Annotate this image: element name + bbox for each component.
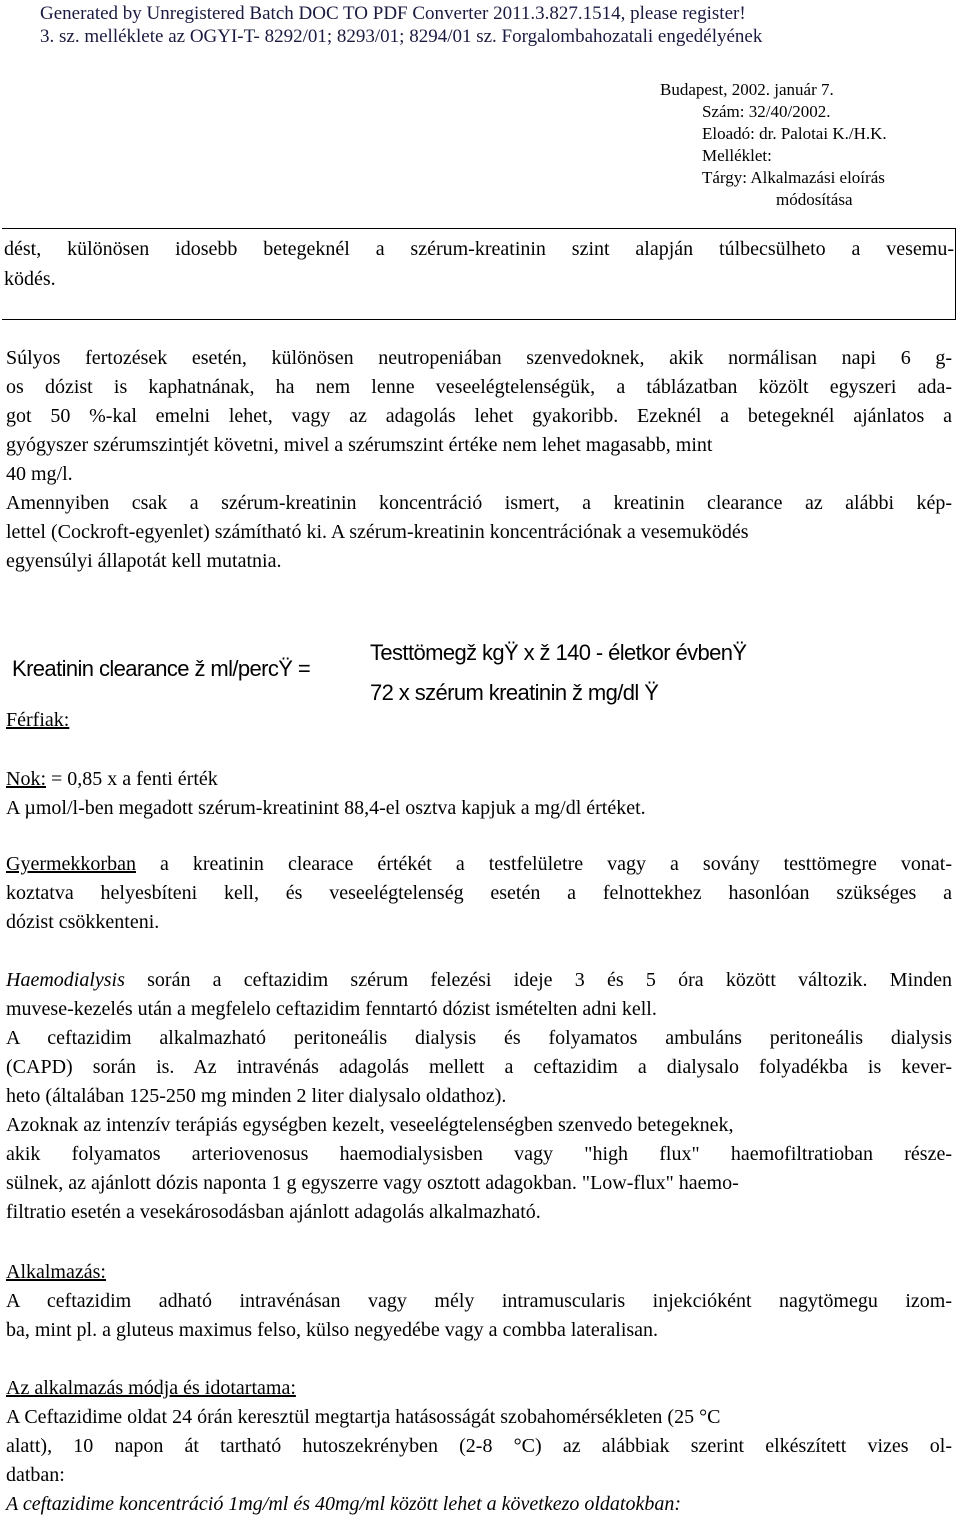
dialysis-paragraph: Haemodialysis során a ceftazidim szérum felezési ideje 3 és 5 óra között változik. Minden muvese-kezelés után a megfelelo ceftazidim fenntartó dózist ismételten adni kell. A ceftazidim alkalmazható peritoneális dialysis és folyamatos ambuláns peritoneális dialysis (CAPD) során is. Az intravénás adagolás mellett a ceftazidim a dialysalo folyadékba is kever- heto (általában 125-250 mg minden 2 liter dialysalo oldathoz). Azoknak az intenzív terápiás egységben kezelt, veseelégtelenségben szenvedo betegeknek, akik folyamatos arteriovenosus haemodialysisben vagy "high flux" haemofiltratioban része- sülnek, az ajánlott dózis naponta 1 g egyszerre vagy osztott adagokban. "Low-flux" haemo- filtratio esetén a vesekárosodásban ajánlott adagolás alkalmazható. bbox=[6, 969, 952, 1223]
children-paragraph: Gyermekkorban a kreatinin clearace értékét a testfelületre vagy a sovány testtömegre vonat- koztatva helyesbíteni kell, és veseelégtelenség esetén a felnottekhez hasonlóan szükséges a dózist csökkenteni. bbox=[6, 853, 952, 933]
administration-section: Alkalmazás: A ceftazidim adható intravénásan vagy mély intramuscularis injekcióként nagytömegu izom- ba, mint pl. a gluteus maximus felso, külso negyedébe vagy a combba lateralisan. bbox=[6, 1261, 952, 1341]
place-date: Budapest, 2002. január 7. bbox=[660, 80, 834, 99]
subject-line-2: módosítása bbox=[776, 190, 853, 209]
excerpt-line-2: ködés. bbox=[4, 268, 56, 290]
administration-heading: Alkalmazás: bbox=[6, 1261, 106, 1283]
formula-left-side: Kreatinin clearance ž ml/percŸ = bbox=[12, 656, 311, 681]
children-label: Gyermekkorban bbox=[6, 853, 136, 875]
method-heading: Az alkalmazás módja és idotartama: bbox=[6, 1377, 296, 1399]
excerpt-line-1: dést, különösen idosebb betegeknél a szérum-kreatinin szint alapján túlbecsülheto a vesemu- bbox=[4, 238, 954, 260]
officer: Eloadó: dr. Palotai K./H.K. bbox=[702, 124, 887, 143]
concentration-note: A ceftazidime koncentráció 1mg/ml és 40mg/ml között lehet a következo oldatokban: bbox=[6, 1493, 682, 1515]
document-reference: 3. sz. melléklete az OGYI-T- 8292/01; 8293/01; 8294/01 sz. Forgalombahozatali engedélyének bbox=[40, 26, 763, 47]
conversion-note: A µmol/l-ben megadott szérum-kreatinint 88,4-el osztva kapjuk a mg/dl értéket. bbox=[6, 797, 646, 819]
attachment-label: Melléklet: bbox=[702, 146, 772, 165]
formula-numerator: Testtömegž kgŸ x ž 140 - életkor évbenŸ bbox=[370, 640, 747, 665]
haemodialysis-term: Haemodialysis bbox=[6, 969, 125, 991]
method-section: Az alkalmazás módja és idotartama: A Ceftazidime oldat 24 órán keresztül megtartja hatásosságát szobahomérsékleten (25 °C alatt), 10 napon át tartható hutoszekrényben (2-8 °C) az alábbiak szerint elkészített vizes ol- datban: A ceftazidime koncentráció 1mg/ml és 40mg/ml között lehet a következo oldatokban: bbox=[6, 1374, 952, 1519]
severe-infections-paragraph: Súlyos fertozések esetén, különösen neutropeniában szenvedoknek, akik normálisan napi 6 g- os dózist is kaphatnának, ha nem lenne veseelégtelenségük, a táblázatban közölt egyszeri ada- got 50 %-kal emelni lehet, vagy az adagolás lehet gyakoribb. Ezeknél a betegeknél ajánlatos a gyógyszer szérumszintjét követni, mivel a szérumszint értéke nem lehet magasabb, mint 40 mg/l. Amennyiben csak a szérum-kreatinin koncentráció ismert, a kreatinin clearance az alábbi kép- lettel (Cockroft-egyenlet) számítható ki. A szérum-kreatinin koncentrációnak a vesemuködés egyensúlyi állapotát kell mutatnia. bbox=[6, 347, 952, 572]
formula-denominator: 72 x szérum kreatinin ž mg/dl Ÿ bbox=[370, 680, 659, 705]
converter-notice: Generated by Unregistered Batch DOC TO PDF Converter 2011.3.827.1514, please register! bbox=[40, 3, 746, 24]
subject-line-1: Tárgy: Alkalmazási eloírás bbox=[702, 168, 885, 187]
women-paragraph: Nok: = 0,85 x a fenti érték A µmol/l-ben megadott szérum-kreatinint 88,4-el osztva kapjuk a mg/dl értéket. bbox=[6, 765, 952, 823]
document-number: Szám: 32/40/2002. bbox=[702, 102, 831, 121]
women-label: Nok: bbox=[6, 768, 46, 790]
men-label: Férfiak: bbox=[6, 709, 70, 731]
fraction-bar bbox=[370, 675, 840, 676]
